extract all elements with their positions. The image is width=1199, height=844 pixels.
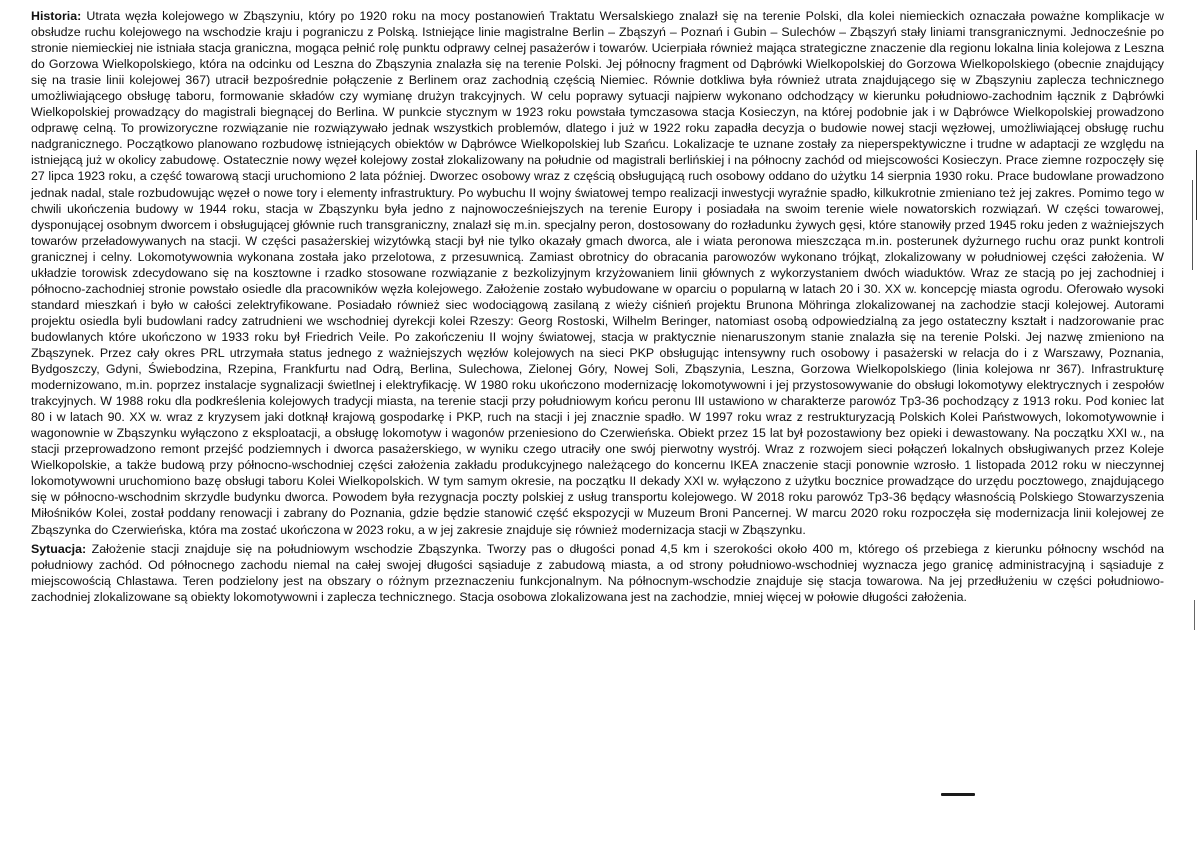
history-label: Historia: [31, 9, 82, 23]
scan-edge-line [1194, 600, 1195, 630]
situation-text: Założenie stacji znajduje się na południowym wschodzie Zbąszynka. Tworzy pas o długości ponad 4,5 km i szerokości około 400 m, którego oś przebiega z kierunku północny wschód na południowy zachód. Od północnego zachodu niemal na całej swojej długości sąsiaduje z zabudową miasta, a od strony południowo-wschodniej wyznacza jego granicę administracyjną i sąsiaduje z miejscowością Chlastawa. Teren podzielony jest na obszary o różnym przeznaczeniu funkcjonalnym. Na północnym-wschodzie znajduje się stacja towarowa. Na jej przedłużeniu w części południowo-zachodniej zlokalizowane są obiekty lokomotywowni i zaplecza technicznego. Stacja osobowa zlokalizowana jest na zachodzie, mniej więcej w połowie długości założenia. [31, 541, 1164, 604]
document-body [31, 8, 1164, 605]
scan-edge-line [1196, 150, 1197, 220]
scan-edge-line [1192, 180, 1193, 270]
situation-paragraph [31, 541, 1164, 605]
history-text: Utrata węzła kolejowego w Zbąszyniu, który po 1920 roku na mocy postanowień Traktatu Wersalskiego znalazł się na terenie Polski, dla kolei niemieckich oznaczała poważne komplikacje w obsłudze ruchu kolejowego na wschodzie kraju i pograniczu z Polską. Istniejące linie magistralne Berlin – Zbąszyń – Poznań i Gubin – Sulechów – Zbąszyń stały liniami transgranicznymi. Jednocześnie po stronie niemieckiej nie istniała stacja graniczna, mogąca pełnić rolę punktu odprawy celnej pasażerów i towarów. Ucierpiała również mająca strategiczne znaczenie dla regionu lokalna linia kolejowa z Leszna do Gorzowa Wielkopolskiego, która na odcinku od Leszna do Zbąszynia znalazła się na terenie Polski. Jej północny fragment od Dąbrówki Wielkopolskiej do Gorzowa Wielkopolskiego (obecnie znajdujący się na trasie linii kolejowej 367) utracił bezpośrednie połączenie z Berlinem oraz zachodnią częścią Niemiec. Równie dotkliwa była również utrata znajdującego się w Zbąszyniu zaplecza technicznego umożliwiającego obsługę taboru, formowanie składów czy wymianę drużyn trakcyjnych. W celu poprawy sytuacji najpierw wykonano odchodzący w kierunku południowo-zachodnim łącznik z Dąbrówki Wielkopolskiej prowadzący do magistrali biegnącej do Berlina. W punkcie stycznym w 1923 roku powstała tymczasowa stacja Kosieczyn, na której podobnie jak i w Dąbrówce Wielkopolskiej prowadzono odprawę celną. To prowizoryczne rozwiązanie nie rozwiązywało jednak wszystkich problemów, dlatego i już w 1922 roku zapadła decyzja o budowie nowej stacji węzłowej, umożliwiającej obsługę ruchu nadgranicznego. Początkowo planowano rozbudowę istniejących obiektów w Dąbrówce Wielkopolskiej lub Szańcu. Lokalizacje te uznane zostały za nieperspektywiczne i trudne w adaptacji ze względu na istniejącą już w okolicy zabudowę. Ostatecznie nowy węzeł kolejowy został zlokalizowany na południe od magistrali berlińskiej i na północny zachód od miejscowości Kosieczyn. Prace ziemne rozpoczęły się 27 lipca 1923 roku, a część towarową stacji uruchomiono 2 lata później. Dworzec osobowy wraz z częścią obsługującą ruch osobowy oddano do użytku 14 sierpnia 1930 roku. Prace budowlane prowadzono jednak nadal, stale rozbudowując węzeł o nowe tory i elementy infrastruktury. Po wybuchu II wojny światowej tempo realizacji inwestycji wyraźnie spadło, kilkukrotnie zmieniano też jej zakres. Pomimo tego w chwili ukończenia budowy w 1944 roku, stacja w Zbąszynku była jedno z najnowocześniejszych na terenie Europy i posiadała na swoim terenie wiele nowatorskich rozwiązań. W części towarowej, dysponującej osobnym dworcem i obsługującej głównie ruch transgraniczny, znalazł się m.in. specjalny peron, dostosowany do rozładunku żywych gęsi, które stanowiły przed 1945 roku jeden z ważniejszych towarów przeładowywanych na stacji. W części pasażerskiej wizytówką stacji był nie tylko okazały gmach dworca, ale i wiata peronowa mieszcząca m.in. posterunek dyżurnego ruchu oraz punkt kontroli granicznej i celny. Lokomotywownia wykonana została jako przelotowa, z przesuwnicą. Zamiast obrotnicy do obracania parowozów wykonano trójkąt, zlokalizowany w południowej części założenia. W układzie torowisk zdecydowano się na kosztowne i rzadko stosowane rozwiązanie z bezkolizyjnym krzyżowaniem linii głównych z wykorzystaniem dwóch wiaduktów. Wraz ze stacją po jej zachodniej i północno-zachodniej stronie powstało osiedle dla pracowników węzła kolejowego. Założenie zostało wybudowane w oparciu o popularną w latach 20 i 30. XX w. koncepcję miasta ogrodu. Oferowało wysoki standard mieszkań i było w całości zelektryfikowane. Posiadało również siec wodociągową zasilaną z wieży ciśnień projektu Brunona Möhringa zlokalizowanej na zachodzie stacji kolejowej. Autorami projektu osiedla byli budowlani radcy zatrudnieni we wschodniej dyrekcji kolei Rzeszy: Georg Rostoski, Wilhelm Beringer, natomiast osobą odpowiedzialną za jego ostateczny kształt i nadzorowanie prac budowlanych które ukończono w 1933 roku był Friedrich Veile. Po zakończeniu II wojny światowej, stacja w praktycznie nienaruszonym stanie znalazła się na terenie Polski. Jej nazwę zmieniono na Zbąszynek. Przez cały okres PRL utrzymała status jednego z ważniejszych węzłów kolejowych na sieci PKP obsługując intensywny ruch osobowy i pasażerski w relacja do i z Warszawy, Poznania, Bydgoszczy, Gdyni, Świebodzina, Rzepina, Frankfurtu nad Odrą, Berlina, Sulechowa, Zielonej Góry, Nowej Soli, Zbąszynia, Leszna, Gorzowa Wielkopolskiego (linia kolejowa nr 367). Infrastrukturę modernizowano, m.in. poprzez instalacje sygnalizacji świetlnej i elektryfikację. W 1980 roku ukończono modernizację lokomotywowni i jej przystosowywanie do obsługi lokomotywy elektrycznych i zespołów trakcyjnych. W 1988 roku dla podkreślenia kolejowych tradycji miasta, na terenie stacji przy południowym końcu peronu III ustawiono w charakterze parowóz Tp3-36 pochodzący z 1913 roku. Pod koniec lat 80 i w latach 90. XX w. wraz z kryzysem jaki dotknął krajową gospodarkę i PKP, ruch na stacji i jej znacznie spadło. W 1997 roku wraz z restrukturyzacją Polskich Kolei Państwowych, lokomotywownie i wagonownie w Zbąszynku wyłączono z eksploatacji, a obsługę lokomotyw i wagonów przeniesiono do Czerwieńska. Obiekt przez 15 lat był pozostawiony bez opieki i dewastowany. Na początku XXI w., na stacji przeprowadzono remont przejść podziemnych i dworca pasażerskiego, w wyniku czego utraciły one swój pierwotny wystrój. Wraz z rozwojem sieci połączeń lokalnych obsługiwanych przez Koleje Wielkopolskie, a także budową przy północno-wschodniej części założenia zakładu produkcyjnego należącego do koncernu IKEA znaczenie stacji ponownie wzrosło. 1 listopada 2012 roku w nieczynnej lokomotywowni uruchomiono bazę obsługi taboru Kolei Wielkopolskich. W tym samym okresie, na początku II dekady XXI w. wyłączono z użytku bocznice prowadzące do urzędu pocztowego, znajdującego się w północno-wschodnim skrzydle budynku dworca. Powodem była rezygnacja poczty polskiej z usług transportu kolejowego. W 2018 roku parowóz Tp3-36 będący własnością Polskiego Stowarzyszenia Miłośników Kolei, został poddany renowacji i zabrany do Poznania, gdzie będzie stanowić część ekspozycji w Muzeum Broni Pancernej. W marcu 2020 roku rozpoczęła się modernizacja linii kolejowej ze Zbąszynka do Czerwieńska, która ma zostać ukończona w 2023 roku, a w jej zakresie znajduje się również modernizacja stacji w Zbąszynku. [31, 9, 1164, 537]
history-paragraph [31, 8, 1164, 538]
scan-dash-mark [941, 793, 975, 796]
situation-label: Sytuacja: [31, 541, 87, 556]
